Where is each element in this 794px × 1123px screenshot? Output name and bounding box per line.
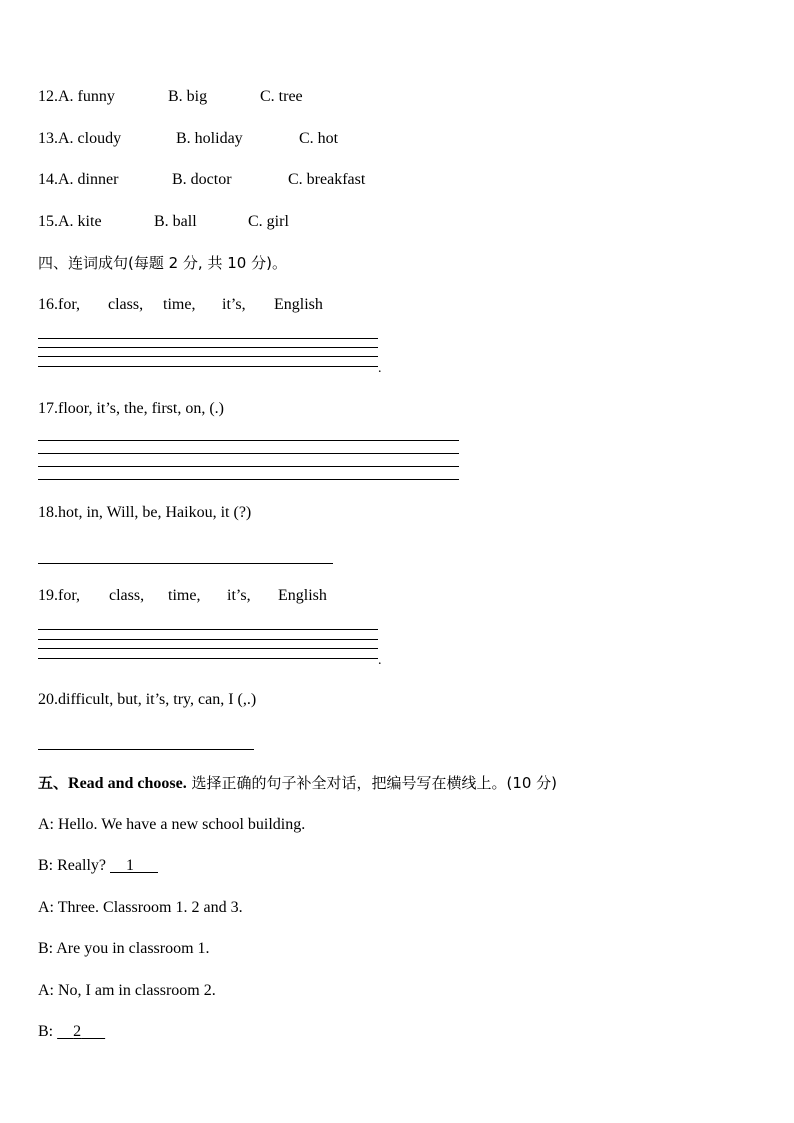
question-20 — [38, 690, 256, 710]
blank-number: 1 — [126, 857, 134, 874]
dialogue-text: No, I am in classroom 2. — [58, 982, 216, 999]
answer-line[interactable] — [38, 629, 378, 630]
answer-line[interactable] — [38, 466, 459, 467]
dialogue-line — [38, 981, 216, 1001]
word: time, — [163, 296, 196, 313]
section-number: 五、 — [38, 774, 69, 792]
answer-line[interactable] — [38, 440, 459, 441]
answer-line[interactable] — [38, 338, 378, 339]
blank-number: 2 — [73, 1023, 82, 1040]
option-b: B. holiday — [176, 130, 243, 147]
sentence-end-dot: . — [378, 361, 382, 376]
speaker: B: — [38, 857, 54, 874]
word: class, — [109, 587, 145, 604]
word-list: floor, it’s, the, first, on, (.) — [58, 400, 224, 417]
answer-line[interactable] — [38, 749, 254, 750]
word: it’s, — [227, 587, 251, 604]
word: English — [278, 587, 327, 604]
answer-blank[interactable] — [57, 1022, 105, 1042]
option-a: A. dinner — [58, 171, 119, 188]
speaker: A: — [38, 816, 54, 833]
question-number: 12. — [38, 88, 58, 105]
section-instructions: 选择正确的句子补全对话，把编号写在横线上。(10 分) — [186, 774, 558, 792]
word: class, — [108, 296, 144, 313]
dialogue-text: Hello. We have a new school building. — [58, 816, 306, 833]
question-number: 17. — [38, 400, 58, 417]
answer-line[interactable] — [38, 356, 378, 357]
question-number: 15. — [38, 213, 58, 230]
question-number: 14. — [38, 171, 58, 188]
speaker: A: — [38, 899, 54, 916]
dialogue-line — [38, 815, 305, 835]
question-17 — [38, 399, 224, 419]
word: it’s, — [222, 296, 246, 313]
question-number: 13. — [38, 130, 58, 147]
question-15 — [38, 212, 289, 232]
answer-line[interactable] — [38, 453, 459, 454]
answer-line[interactable] — [38, 563, 333, 564]
section-4-heading: 四、连词成句(每题 2 分, 共 10 分)。 — [38, 254, 287, 272]
question-12 — [38, 87, 303, 107]
word: time, — [168, 587, 201, 604]
option-a: A. cloudy — [58, 130, 122, 147]
option-a: A. funny — [58, 88, 115, 105]
option-c: C. girl — [248, 213, 289, 230]
word: for, — [58, 587, 81, 604]
answer-line[interactable] — [38, 479, 459, 480]
answer-line[interactable] — [38, 347, 378, 348]
dialogue-text: Are you in classroom 1. — [56, 940, 210, 957]
question-number: 19. — [38, 587, 58, 604]
question-18 — [38, 503, 251, 523]
option-a: A. kite — [58, 213, 102, 230]
section-5-heading — [38, 773, 557, 794]
dialogue-line — [38, 856, 158, 876]
option-c: C. breakfast — [288, 171, 366, 188]
word: English — [274, 296, 323, 313]
answer-line[interactable] — [38, 648, 378, 649]
question-16 — [38, 295, 323, 315]
question-number: 20. — [38, 691, 58, 708]
option-c: C. hot — [299, 130, 339, 147]
dialogue-text: Three. Classroom 1. 2 and 3. — [57, 899, 243, 916]
option-b: B. big — [168, 88, 208, 105]
dialogue-text: Really? — [57, 857, 110, 874]
question-14 — [38, 170, 365, 190]
word-list: difficult, but, it’s, try, can, I (,.) — [58, 691, 257, 708]
word: for, — [58, 296, 81, 313]
dialogue-line — [38, 898, 243, 918]
speaker: B: — [38, 1023, 54, 1040]
option-c: C. tree — [260, 88, 303, 105]
question-number: 18. — [38, 504, 58, 521]
word-list: hot, in, Will, be, Haikou, it (?) — [58, 504, 252, 521]
answer-blank[interactable] — [110, 856, 158, 876]
speaker: B: — [38, 940, 54, 957]
answer-line[interactable] — [38, 658, 378, 659]
question-19 — [38, 586, 327, 606]
question-13 — [38, 129, 338, 149]
sentence-end-dot: . — [378, 653, 382, 668]
section-title-en: Read and choose. — [68, 775, 187, 792]
dialogue-line — [38, 1022, 105, 1042]
answer-line[interactable] — [38, 366, 378, 367]
option-b: B. ball — [154, 213, 197, 230]
answer-line[interactable] — [38, 639, 378, 640]
speaker: A: — [38, 982, 54, 999]
dialogue-line — [38, 939, 210, 959]
option-b: B. doctor — [172, 171, 232, 188]
question-number: 16. — [38, 296, 58, 313]
